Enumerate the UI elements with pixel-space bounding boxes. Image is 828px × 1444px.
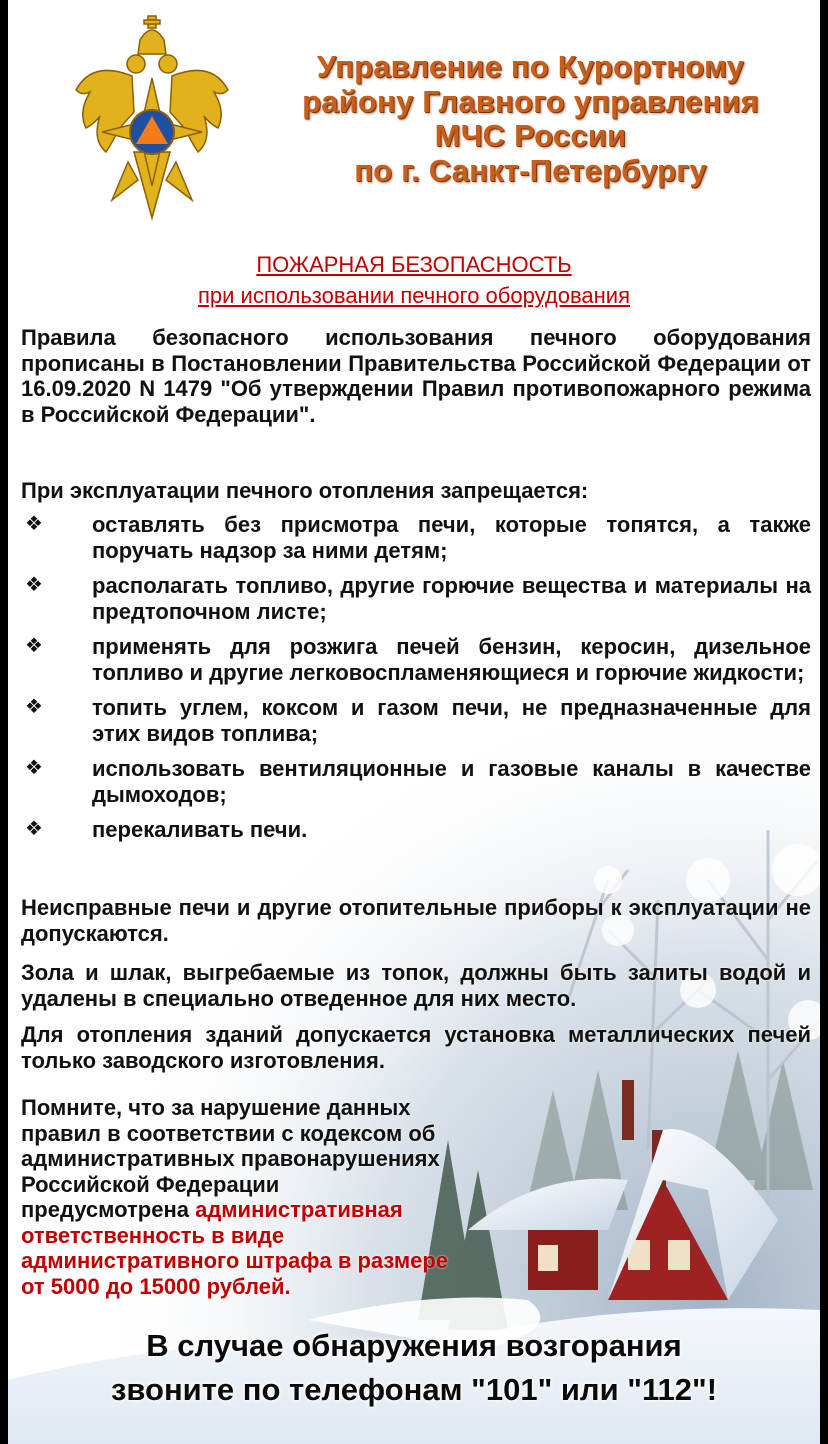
emergency-call-line-2: звоните по телефонам "101" или "112"! — [110, 1372, 718, 1407]
mchs-emblem-icon — [72, 12, 232, 224]
bullet-icon: ❖ — [25, 513, 43, 535]
prohibitions-lead: При эксплуатации печного отопления запрещается: — [21, 478, 589, 503]
org-line-2: району Главного управления — [302, 83, 759, 119]
paragraph-faulty-stoves: Неисправные печи и другие отопительные приборы к эксплуатации не допускаются. — [21, 895, 811, 946]
fine-text: административная ответственность в виде административного штрафа в размере от 5000 до 15000 рублей. — [21, 1197, 449, 1299]
list-item: ❖ топить углем, коксом и газом печи, не предназначенные для этих видов топлива; — [25, 695, 811, 746]
liability-warning — [21, 1095, 451, 1299]
warning-text: Помните, что за нарушение данных правил в соответствии с кодексом об административных правонарушениях Российской Федерации предусмотрена — [21, 1095, 440, 1222]
list-item: ❖ применять для розжига печей бензин, керосин, дизельное топливо и другие легковоспламеняющиеся и горючие жидкости; — [25, 634, 811, 685]
list-item: ❖ перекаливать печи. — [25, 817, 308, 842]
bullet-icon: ❖ — [25, 635, 43, 657]
list-item: ❖ располагать топливо, другие горючие вещества и материалы на предтопочном листе; — [25, 573, 811, 624]
page-subtitle: при использовании печного оборудования — [198, 283, 630, 308]
paragraph-metal-stoves: Для отопления зданий допускается установка металлических печей только заводского изготовления. — [21, 1022, 811, 1073]
bullet-icon: ❖ — [25, 818, 43, 840]
list-item: ❖ оставлять без присмотра печи, которые топятся, а также поручать надзор за ними детям; — [25, 512, 811, 563]
org-line-4: по г. Санкт-Петербургу — [354, 152, 707, 188]
paragraph-ash-disposal: Зола и шлак, выгребаемые из топок, должны быть залиты водой и удалены в специально отведенное для них место. — [21, 960, 811, 1011]
org-line-1: Управление по Курортному — [316, 49, 745, 84]
page-title: ПОЖАРНАЯ БЕЗОПАСНОСТЬ — [256, 252, 572, 277]
poster — [8, 0, 820, 1444]
intro-paragraph: Правила безопасного использования печного оборудования прописаны в Постановлении Правительства Российской Федерации от 16.09.2020 N 1479 "Об утверждении Правил противопожарного режима в Российской Федерации". — [21, 325, 811, 427]
organization-title — [258, 50, 803, 188]
prohibitions-list — [21, 512, 811, 853]
list-item: ❖ использовать вентиляционные и газовые каналы в качестве дымоходов; — [25, 756, 811, 807]
bullet-icon: ❖ — [25, 574, 43, 596]
emergency-call-line-1: В случае обнаружения возгорания — [146, 1328, 682, 1363]
bullet-icon: ❖ — [25, 696, 43, 718]
bullet-icon: ❖ — [25, 757, 43, 779]
org-line-3: МЧС России — [434, 118, 627, 153]
